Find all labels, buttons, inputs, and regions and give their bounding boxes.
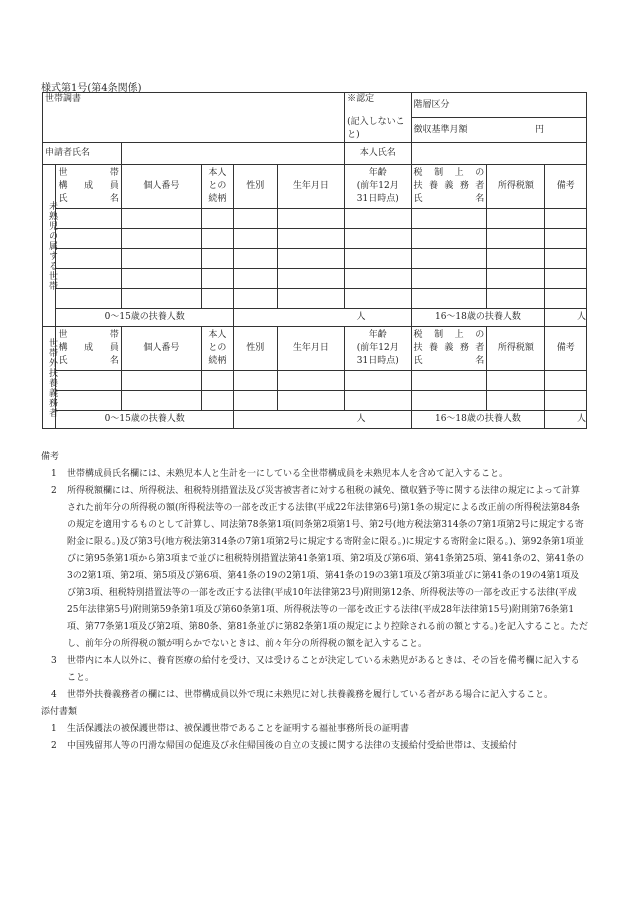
table-row[interactable] <box>43 209 587 229</box>
col-age: 年齢 (前年12月 31日時点) <box>345 165 411 209</box>
household-survey-table <box>42 92 587 429</box>
count-16to18-label: 16～18歳の扶養人数 <box>411 309 545 327</box>
table-row[interactable] <box>43 391 587 411</box>
count-row <box>43 411 587 429</box>
person-name-field[interactable] <box>411 143 587 165</box>
note-item: 1 世帯構成員氏名欄には、未熟児本人と生計を一にしている全世帯構成員を未熟児本人を含めて記入すること。 <box>51 469 509 479</box>
col-dependent: 税 制 上 の 扶養義務者 氏 名 <box>411 327 487 371</box>
household-survey-label: 世帯調書 <box>45 94 82 104</box>
count-under15-label: 0～15歳の扶養人数 <box>56 309 233 327</box>
count-16to18-unit[interactable]: 人 <box>545 309 587 327</box>
approval-note: (記入しないこと) <box>347 117 405 140</box>
base-amount-cell[interactable] <box>411 118 587 143</box>
attachment-item: 2 中国残留邦人等の円滑な帰国の促進及び永住帰国後の自立の支援に関する法律の支援給付受給世帯は、支援給付 <box>51 741 518 751</box>
table-row[interactable] <box>43 229 587 249</box>
tier-label: 階層区分 <box>413 99 450 110</box>
applicant-label: 申請者氏名 <box>45 148 91 158</box>
col-dependent: 税 制 上 の 扶養義務者 氏 名 <box>411 165 487 209</box>
col-sex: 性別 <box>233 327 277 371</box>
count-under15-unit[interactable]: 人 <box>233 309 411 327</box>
count-under15-unit[interactable]: 人 <box>233 411 411 429</box>
count-under15-label: 0～15歳の扶養人数 <box>56 411 233 429</box>
form-number: 様式第1号(第4条関係) <box>41 83 142 94</box>
tier-cell <box>411 93 587 118</box>
col-relation: 本人 との 続柄 <box>201 165 233 209</box>
col-personal-number: 個人番号 <box>121 327 201 371</box>
col-member-name: 世 帯 構 成 員 氏 名 <box>56 165 121 209</box>
col-birthdate: 生年月日 <box>277 165 345 209</box>
applicant-name-field[interactable] <box>121 143 344 165</box>
table-row[interactable] <box>43 371 587 391</box>
count-row <box>43 309 587 327</box>
col-sex: 性別 <box>233 165 277 209</box>
col-age: 年齢 (前年12月 31日時点) <box>345 327 411 371</box>
col-personal-number: 個人番号 <box>121 165 201 209</box>
yen-unit: 円 <box>534 124 544 135</box>
col-income-tax: 所得税額 <box>487 327 545 371</box>
col-member-name: 世 帯 構 成 員 氏 名 <box>56 327 121 371</box>
table-row[interactable] <box>43 269 587 289</box>
applicant-label-cell <box>43 143 122 165</box>
col-relation: 本人 との 続柄 <box>201 327 233 371</box>
approval-mark: ※認定 <box>347 94 375 104</box>
col-remarks: 備考 <box>545 327 587 371</box>
notes-heading: 備考 <box>41 452 60 462</box>
attachment-item: 1 生活保護法の被保護世帯は、被保護世帯であることを証明する福祉事務所長の証明書 <box>51 724 410 734</box>
count-16to18-label: 16～18歳の扶養人数 <box>411 411 545 429</box>
col-birthdate: 生年月日 <box>277 327 345 371</box>
note-item: 3 世帯内に本人以外に、養育医療の給付を受け、又は受けることが決定している未熟児があるときは、その旨を備考欄に記入すること。 <box>51 656 580 683</box>
attachments-heading: 添付書類 <box>41 707 78 717</box>
person-label-cell <box>345 143 411 165</box>
notes-section <box>41 449 588 755</box>
household-survey-cell <box>43 93 345 143</box>
note-item: 2 所得税額欄には、所得税法、租税特別措置法及び災害被害者に対する租税の減免、徴収猶予等に関する法律の規定によって計算された前年分の所得税の額(所得税法等の一部を改正する法律(平成22年法律第6号)第1条の規定による改正前の所得税法第84条の規定を適用するものとして計算し、同法第78条第1項(同条第2項第1号、第2号(地方税法第314条の7第1項第2号に規定する寄附金に限る。)及び第3号(地方税法第314条の7第1項第2号に規定する寄附金に限る。)に規定する寄附金に限る。)、第92条第1項並びに第95条第1項から第3項まで並びに租税特別措置法第41条第1項、第2項及び第6項、第41条第25項、第41条の2、第41条の3の2第1項、第2項、第5項及び第6項、第41条の19の2第1項、第41条の19の3第1項及び第3項並びに第41条の19の4第1項及び第3項、租税特別措置法等の一部を改正する法律(平成10年法律第23号)附則第12条、所得税法等の一部を改正する法律(平成25年法律第5号)附則第59条第1項及び第60条第1項、所得税法等の一部を改正する法律(平成28年法律第15号)附則第76条第1項、第77条第1項及び第2項、第80条、第81条並びに第82条第1項の規定により控除される前の額とする。)を記入すること。ただし、前年分の所得税の額が明らかでないときは、前々年分の所得税の額を記入すること。 <box>51 486 589 649</box>
col-income-tax: 所得税額 <box>487 165 545 209</box>
table-row[interactable] <box>43 289 587 309</box>
col-remarks: 備考 <box>545 165 587 209</box>
approval-cell <box>345 93 411 143</box>
note-item: 4 世帯外扶養義務者の欄には、世帯構成員以外で現に未熟児に対し扶養義務を履行している者がある場合に記入すること。 <box>51 690 554 700</box>
section-child-household-label: 未熟児の属する世帯 <box>47 200 57 291</box>
base-amount-label: 徴収基準月額 <box>413 124 468 135</box>
table-row[interactable] <box>43 249 587 269</box>
section-other-supporter <box>43 327 56 429</box>
person-label: 本人氏名 <box>359 148 396 158</box>
section-child-household <box>43 165 56 327</box>
count-16to18-unit[interactable]: 人 <box>545 411 587 429</box>
section-other-supporter-label: 世帯外扶養義務者 <box>47 337 57 418</box>
